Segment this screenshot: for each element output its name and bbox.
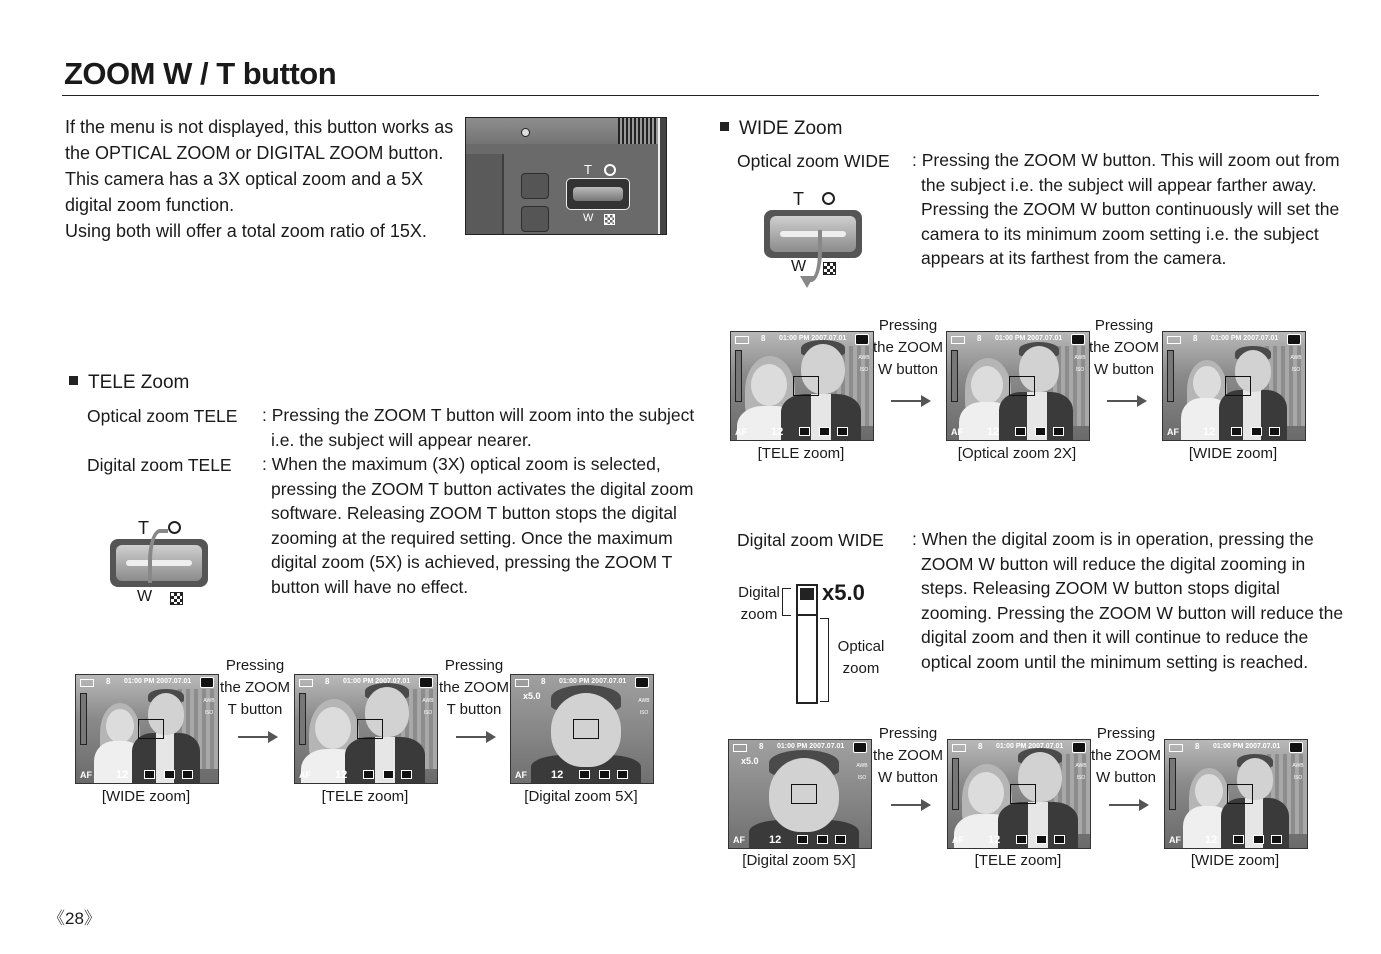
pressing-w-text: Pressing the ZOOM W button — [873, 725, 944, 786]
camera-button — [521, 173, 549, 199]
pressing-w-text: Pressing the ZOOM W button — [1091, 725, 1162, 786]
digital-zoom-readout: x5.0 — [523, 691, 541, 701]
optical-zoom-tele-label: Optical zoom TELE — [87, 406, 238, 426]
magnifier-icon — [822, 192, 835, 205]
battery-icon — [80, 679, 94, 687]
w-label: W — [583, 212, 594, 224]
title-divider — [62, 95, 1319, 96]
pressing-w-text: Pressing the ZOOM W button — [873, 317, 944, 378]
pressing-t-text: Pressing the ZOOM T button — [439, 657, 510, 718]
magnifier-icon — [168, 521, 181, 534]
t-label: T — [138, 518, 149, 538]
lcd-digital-zoom-5x: 8 01:00 PM 2007.07.01 AWB ISO x5.0 AF 12 — [728, 739, 872, 849]
thumbnail-icon — [604, 214, 615, 225]
lcd-optical-zoom-2x: 8 01:00 PM 2007.07.01 AWB ISO AF 12 — [946, 331, 1090, 441]
intro-line: the OPTICAL ZOOM or DIGITAL ZOOM button. — [65, 143, 444, 163]
page-number: 《28》 — [48, 909, 101, 928]
camera-mode-icon — [200, 677, 214, 688]
zoom-rocker-small — [566, 178, 630, 210]
pressing-w-text: Pressing the ZOOM W button — [1089, 317, 1160, 378]
bullet-square-icon — [720, 122, 729, 131]
tele-zoom-heading: TELE Zoom — [69, 372, 189, 394]
zoom-indicator-bar — [796, 584, 818, 704]
right-arrow-icon — [238, 736, 276, 738]
pressing-t-text: Pressing the ZOOM T button — [220, 657, 291, 718]
digital-zoom-tele-label: Digital zoom TELE — [87, 455, 232, 475]
caption-digital-zoom-5x: [Digital zoom 5X] — [742, 852, 856, 869]
lcd-screen — [466, 154, 504, 234]
intro-line: Using both will offer a total zoom ratio of 15X. — [65, 221, 427, 241]
right-arrow-icon — [1109, 804, 1147, 806]
optical-zoom-wide-desc: : Pressing the ZOOM W button. This will zoom out from the subject i.e. the subject will appear farther away. Pressing the ZOOM W button continuously will set the camera to its minimum zoom setting i.e. the subject appears at its farthest from the camera. — [912, 150, 1340, 269]
bullet-square-icon — [69, 376, 78, 385]
caption-wide-zoom: [WIDE zoom] — [1190, 852, 1280, 869]
camera-top-strip-icon — [618, 118, 662, 144]
digital-zoom-wide-label: Digital zoom WIDE — [737, 530, 884, 550]
led-icon — [521, 128, 530, 137]
side-icons: AWB ISO — [203, 698, 215, 716]
caption-wide-zoom: [WIDE zoom] — [101, 788, 191, 805]
lcd-tele-zoom: 8 01:00 PM 2007.07.01 AWB ISO AF 12 — [730, 331, 874, 441]
intro-line: This camera has a 3X optical zoom and a 5X — [65, 169, 424, 189]
thumbnail-icon — [823, 262, 836, 275]
wide-zoom-heading: WIDE Zoom — [720, 118, 842, 140]
caption-optical-zoom-2x: [Optical zoom 2X] — [957, 445, 1077, 462]
intro-line: If the menu is not displayed, this button works as — [65, 117, 454, 137]
magnifier-icon — [604, 164, 616, 176]
intro-line: digital zoom function. — [65, 195, 235, 215]
caption-tele-zoom: [TELE zoom] — [757, 445, 845, 462]
optical-zoom-wide-label: Optical zoom WIDE — [737, 151, 890, 171]
lcd-tele-zoom: 8 01:00 PM 2007.07.01 AWB ISO AF 12 — [947, 739, 1091, 849]
digital-zoom-wide-desc: : When the digital zoom is in operation, pressing the ZOOM W button will reduce the digital zooming in steps. Releasing ZOOM W button stops digital zooming. Pressing the ZOOM W button will reduce the digital zoom and then it will continue to reduce the optical zoom until the minimum setting is reached. — [912, 529, 1344, 672]
zoom-bar — [80, 693, 87, 745]
zoom-value: x5.0 — [822, 580, 865, 605]
w-label: W — [791, 258, 807, 275]
caption-tele-zoom: [TELE zoom] — [974, 852, 1062, 869]
t-label: T — [584, 162, 592, 177]
intro-text — [65, 114, 460, 244]
focus-frame — [138, 719, 164, 739]
curved-arrow-up-icon — [148, 529, 168, 583]
lcd-wide-zoom: 8 01:00 PM 2007.07.01 AWB ISO AF 12 — [1162, 331, 1306, 441]
optical-zoom-tele-desc: : Pressing the ZOOM T button will zoom into the subject i.e. the subject will appear nearer. — [262, 405, 695, 450]
bracket — [782, 588, 791, 616]
digital-zoom-label: Digital zoom — [738, 584, 780, 623]
curved-arrow-down-icon — [804, 230, 822, 282]
thumbnail-icon — [170, 592, 183, 605]
caption-digital-zoom-5x: [Digital zoom 5X] — [524, 788, 638, 805]
right-arrow-icon — [891, 400, 929, 402]
lcd-digital-zoom-5x: 8 01:00 PM 2007.07.01 AWB ISO x5.0 AF 12 — [510, 674, 654, 784]
digital-zoom-tele-desc: : When the maximum (3X) optical zoom is selected, pressing the ZOOM T button activates the digital zoom software. Releasing ZOOM T button stops the digital zooming at the required setting. Once the maximum digital zoom (5X) is achieved, pressing the ZOOM T button will have no effect. — [262, 454, 694, 597]
lcd-tele-zoom: 8 01:00 PM 2007.07.01 AWB ISO AF 12 — [294, 674, 438, 784]
digital-zoom-readout: x5.0 — [741, 756, 759, 766]
tele-rocker-illustration — [108, 515, 212, 610]
bracket — [820, 618, 829, 702]
caption-tele-zoom: [TELE zoom] — [321, 788, 409, 805]
optical-zoom-label: Optical zoom — [837, 638, 885, 677]
wide-rocker-illustration — [762, 186, 866, 296]
w-label: W — [137, 588, 153, 605]
zoom-indicator-diagram — [730, 578, 900, 708]
right-arrow-icon — [456, 736, 494, 738]
camera-back-illustration — [465, 117, 667, 235]
page-title: ZOOM W / T button — [64, 56, 337, 91]
caption-wide-zoom: [WIDE zoom] — [1188, 445, 1278, 462]
lcd-wide-zoom: 8 01:00 PM 2007.07.01 AWB ISO AF 12 — [75, 674, 219, 784]
t-label: T — [793, 189, 804, 209]
right-arrow-icon — [1107, 400, 1145, 402]
camera-button — [521, 206, 549, 232]
right-arrow-icon — [891, 804, 929, 806]
lcd-wide-zoom: 8 01:00 PM 2007.07.01 AWB ISO AF 12 — [1164, 739, 1308, 849]
